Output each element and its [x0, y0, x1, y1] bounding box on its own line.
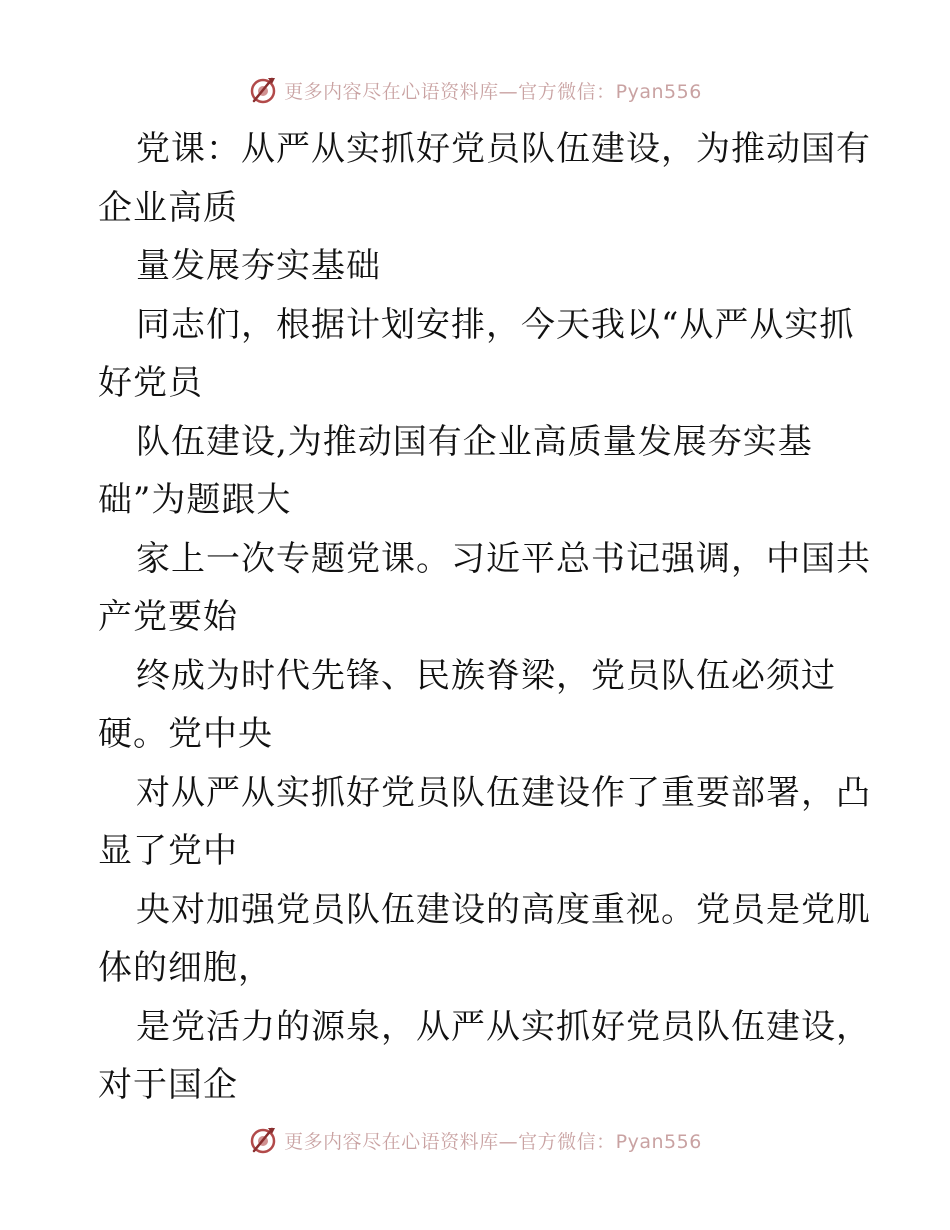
text-line: 央对加强党员队伍建设的高度重视。党员是党肌 [136, 889, 871, 930]
text-line: 企业高质 [98, 187, 238, 228]
header-watermark [0, 72, 950, 108]
text-line: 显了党中 [98, 831, 238, 871]
quill-seal-icon [248, 75, 278, 105]
text-line: 体的细胞， [98, 948, 273, 988]
watermark-text: 更多内容尽在心语资料库—官方微信：Pyan556 [284, 1130, 702, 1153]
watermark-text: 更多内容尽在心语资料库—官方微信：Pyan556 [284, 80, 702, 103]
text-line: 产党要始 [98, 597, 238, 637]
text-line: 对于国企 [98, 1065, 238, 1105]
text-line: 硬。党中央 [98, 714, 273, 754]
text-line: 础”为题跟大 [98, 480, 292, 520]
text-line: 队伍建设,为推动国有企业高质量发展夯实基 [136, 421, 813, 462]
quill-seal-icon [248, 1125, 278, 1155]
text-line: 终成为时代先锋、民族脊梁，党员队伍必须过 [136, 655, 836, 696]
text-line: 对从严从实抓好党员队伍建设作了重要部署，凸 [136, 772, 871, 813]
text-line: 是党活力的源泉，从严从实抓好党员队伍建设， [136, 1006, 871, 1047]
text-line: 家上一次专题党课。习近平总书记强调，中国共 [136, 538, 871, 579]
document-body [98, 120, 871, 1115]
text-line: 同志们，根据计划安排，今天我以“从严从实抓 [136, 304, 855, 345]
text-line: 量发展夯实基础 [136, 246, 381, 286]
text-line: 党课：从严从实抓好党员队伍建设，为推动国有 [136, 129, 871, 169]
text-line: 好党员 [98, 363, 203, 403]
footer-watermark [0, 1122, 950, 1158]
